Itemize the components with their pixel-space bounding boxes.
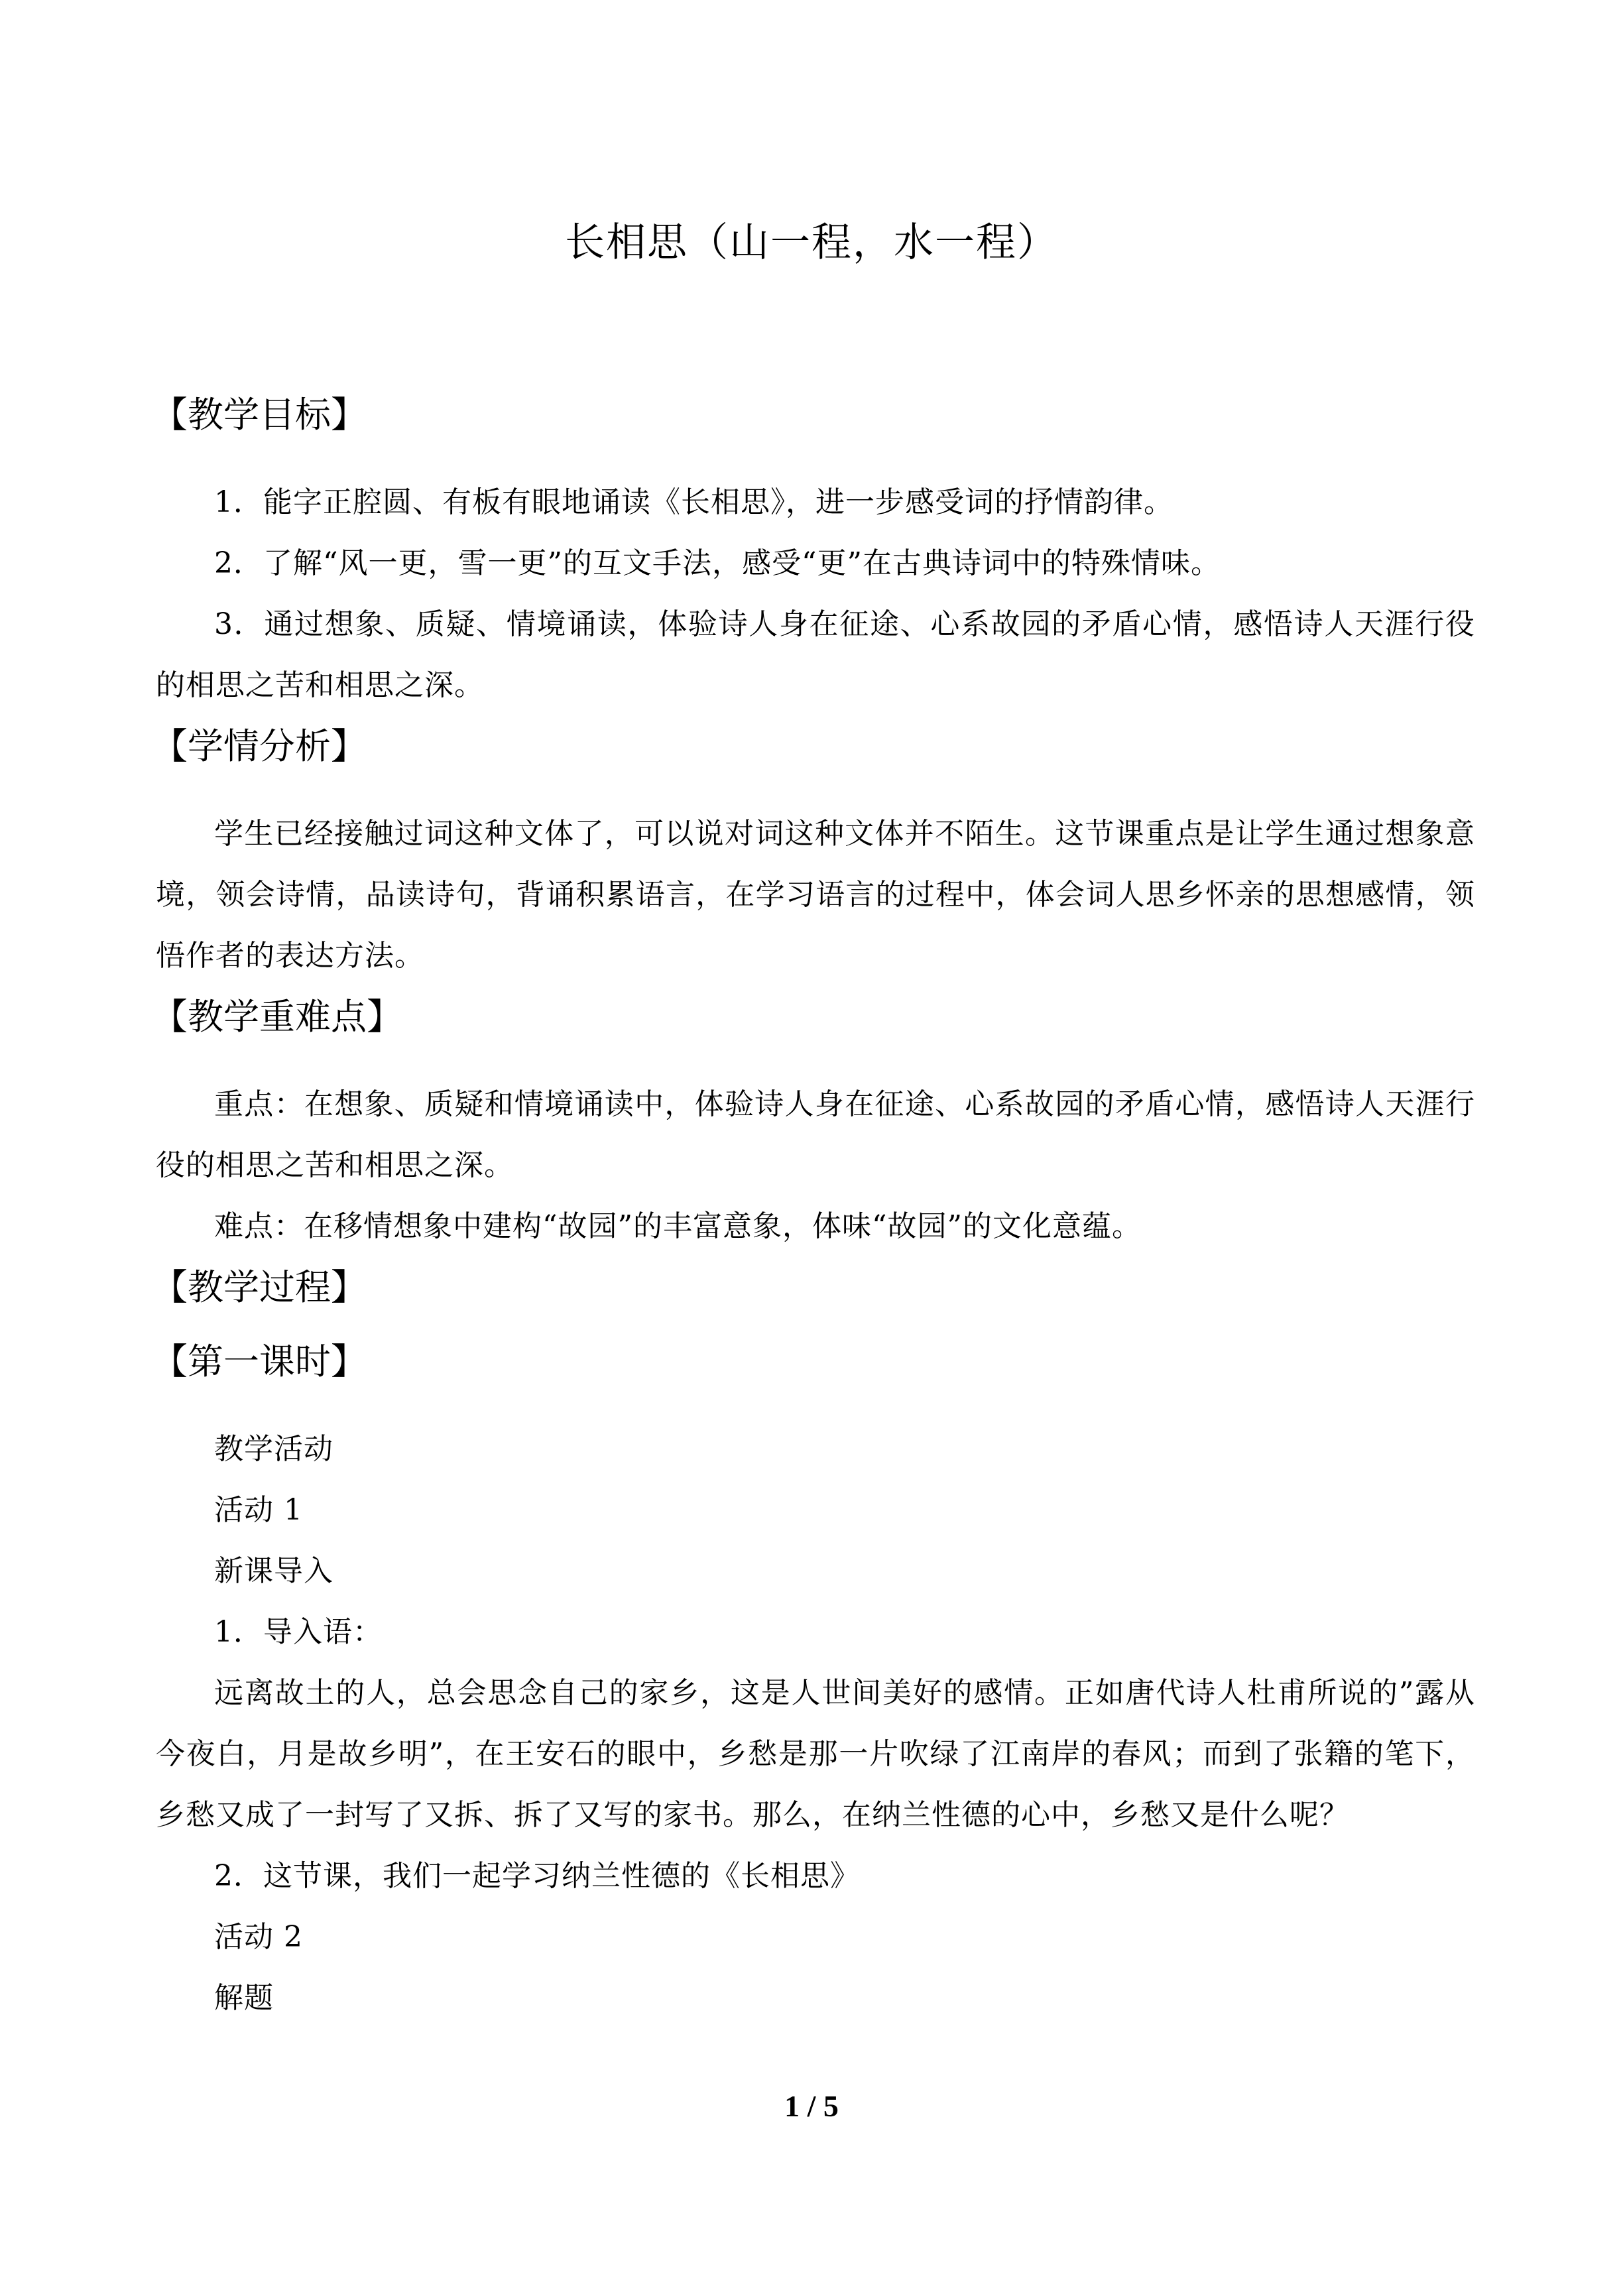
lesson-line: 教学活动 [214, 1432, 333, 1466]
document-body [152, 385, 1475, 2029]
lesson-line: 活动 2 [214, 1920, 303, 1954]
section-heading-process: 【教学过程】 [152, 1266, 367, 1308]
page-number: 1 / 5 [784, 2089, 839, 2123]
objective-item: 2．了解“风一更，雪一更”的互文手法，感受“更”在古典诗词中的特殊情味。 [214, 546, 1221, 580]
lesson-line: 1．导入语： [214, 1615, 383, 1649]
lesson-line: 解题 [214, 1981, 274, 2015]
objective-item: 3．通过想象、质疑、情境诵读，体验诗人身在征途、心系故园的矛盾心情，感悟诗人天涯行役的相思之苦和相思之深。 [156, 607, 1475, 702]
section-heading-key-points: 【教学重难点】 [152, 996, 402, 1038]
analysis-paragraph: 学生已经接触过词这种文体了，可以说对词这种文体并不陌生。这节课重点是让学生通过想象意境，领会诗情，品读诗句，背诵积累语言，在学习语言的过程中，体会词人思乡怀亲的思想感情，领悟作者的表达方法。 [156, 817, 1475, 973]
lesson-line: 活动 1 [214, 1493, 303, 1527]
lesson-intro-paragraph: 远离故土的人，总会思念自己的家乡，这是人世间美好的感情。正如唐代诗人杜甫所说的”露从今夜白，月是故乡明”，在王安石的眼中，乡愁是那一片吹绿了江南岸的春风；而到了张籍的笔下，乡愁又成了一封写了又拆、拆了又写的家书。那么，在纳兰性德的心中，乡愁又是什么呢？ [156, 1676, 1475, 1832]
key-point-difficulty: 难点：在移情想象中建构“故园”的丰富意象，体味“故园”的文化意蕴。 [214, 1209, 1142, 1243]
section-heading-objectives: 【教学目标】 [152, 394, 367, 436]
document-title: 长相思（山一程，水一程） [565, 219, 1058, 266]
section-heading-analysis: 【学情分析】 [152, 725, 367, 767]
objective-item: 1．能字正腔圆、有板有眼地诵读《长相思》，进一步感受词的抒情韵律。 [214, 485, 1173, 519]
section-heading-lesson1: 【第一课时】 [152, 1341, 367, 1382]
key-point-focus: 重点：在想象、质疑和情境诵读中，体验诗人身在征途、心系故园的矛盾心情，感悟诗人天涯行役的相思之苦和相思之深。 [156, 1087, 1475, 1182]
lesson-line: 2．这节课，我们一起学习纳兰性德的《长相思》 [214, 1859, 860, 1893]
lesson-line: 新课导入 [214, 1554, 333, 1588]
